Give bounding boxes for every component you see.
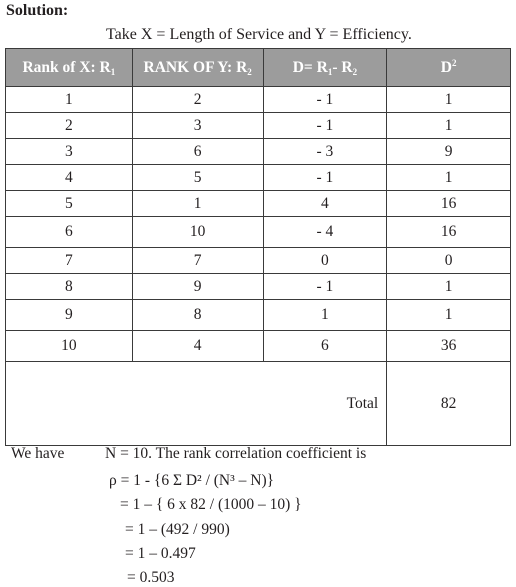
rank-y-cell: 4 — [132, 331, 263, 362]
rank-y-cell: 10 — [132, 217, 263, 248]
table-row — [6, 248, 511, 274]
table-row — [6, 274, 511, 300]
rank-y-cell: 5 — [132, 165, 263, 191]
table-row — [6, 217, 511, 248]
table-row — [6, 300, 511, 331]
table-row — [6, 165, 511, 191]
rank-x-cell: 4 — [6, 165, 133, 191]
d-squared-cell: 16 — [387, 191, 511, 217]
d-squared-cell: 16 — [387, 217, 511, 248]
rank-y-cell: 8 — [132, 300, 263, 331]
d-squared-cell: 9 — [387, 139, 511, 165]
rank-y-cell: 3 — [132, 113, 263, 139]
header-rank-y: RANK OF Y: $R_2$ — [132, 49, 263, 87]
difference-cell: - 1 — [263, 274, 387, 300]
difference-cell: - 1 — [263, 87, 387, 113]
header-difference: $D= R_1-$ $R_2$ — [263, 49, 387, 87]
difference-cell: 4 — [263, 191, 387, 217]
rank-y-cell: 1 — [132, 191, 263, 217]
d-squared-cell: 1 — [387, 113, 511, 139]
table-header-row — [6, 49, 511, 87]
rank-x-cell: 10 — [6, 331, 133, 362]
d-squared-cell: 1 — [387, 165, 511, 191]
rank-x-cell: 1 — [6, 87, 133, 113]
rank-x-cell: 7 — [6, 248, 133, 274]
rank-y-cell: 7 — [132, 248, 263, 274]
rank-y-cell: 2 — [132, 87, 263, 113]
table-row — [6, 331, 511, 362]
rank-y-cell: 9 — [132, 274, 263, 300]
difference-cell: - 3 — [263, 139, 387, 165]
solution-heading: Solution: — [6, 2, 69, 19]
d-squared-cell: 1 — [387, 300, 511, 331]
total-row — [6, 362, 511, 446]
difference-cell: - 1 — [263, 165, 387, 191]
rank-x-cell: 2 — [6, 113, 133, 139]
d-squared-cell: 1 — [387, 87, 511, 113]
difference-cell: - 1 — [263, 113, 387, 139]
statement-text: N = 10. The rank correlation coefficient is — [105, 445, 367, 462]
table-row — [6, 139, 511, 165]
rank-x-cell: 3 — [6, 139, 133, 165]
difference-cell: 1 — [263, 300, 387, 331]
rank-x-cell: 6 — [6, 217, 133, 248]
formula-line-1: ρ = 1 - {6 Σ D² / (N³ – N)} — [109, 472, 275, 489]
total-label: Total — [6, 362, 387, 446]
header-d-squared: $D^2$ — [387, 49, 511, 87]
rank-x-cell: 5 — [6, 191, 133, 217]
we-have-label: We have — [11, 445, 65, 462]
difference-cell: 6 — [263, 331, 387, 362]
table-row — [6, 87, 511, 113]
d-squared-cell: 0 — [387, 248, 511, 274]
rank-y-cell: 6 — [132, 139, 263, 165]
formula-line-4: = 1 – 0.497 — [125, 545, 196, 562]
formula-line-3: = 1 – (492 / 990) — [125, 521, 230, 538]
difference-cell: - 4 — [263, 217, 387, 248]
total-value: 82 — [387, 362, 511, 446]
difference-cell: 0 — [263, 248, 387, 274]
header-rank-x: Rank of X: $R_1$ — [6, 49, 133, 87]
rank-x-cell: 9 — [6, 300, 133, 331]
formula-line-2: = 1 – { 6 x 82 / (1000 – 10) } — [120, 496, 302, 513]
intro-text: Take X = Length of Service and Y = Efficiency. — [106, 26, 412, 43]
rank-table — [5, 48, 511, 446]
formula-line-5: = 0.503 — [127, 569, 175, 586]
table-row — [6, 191, 511, 217]
d-squared-cell: 1 — [387, 274, 511, 300]
d-squared-cell: 36 — [387, 331, 511, 362]
rank-x-cell: 8 — [6, 274, 133, 300]
table-row — [6, 113, 511, 139]
